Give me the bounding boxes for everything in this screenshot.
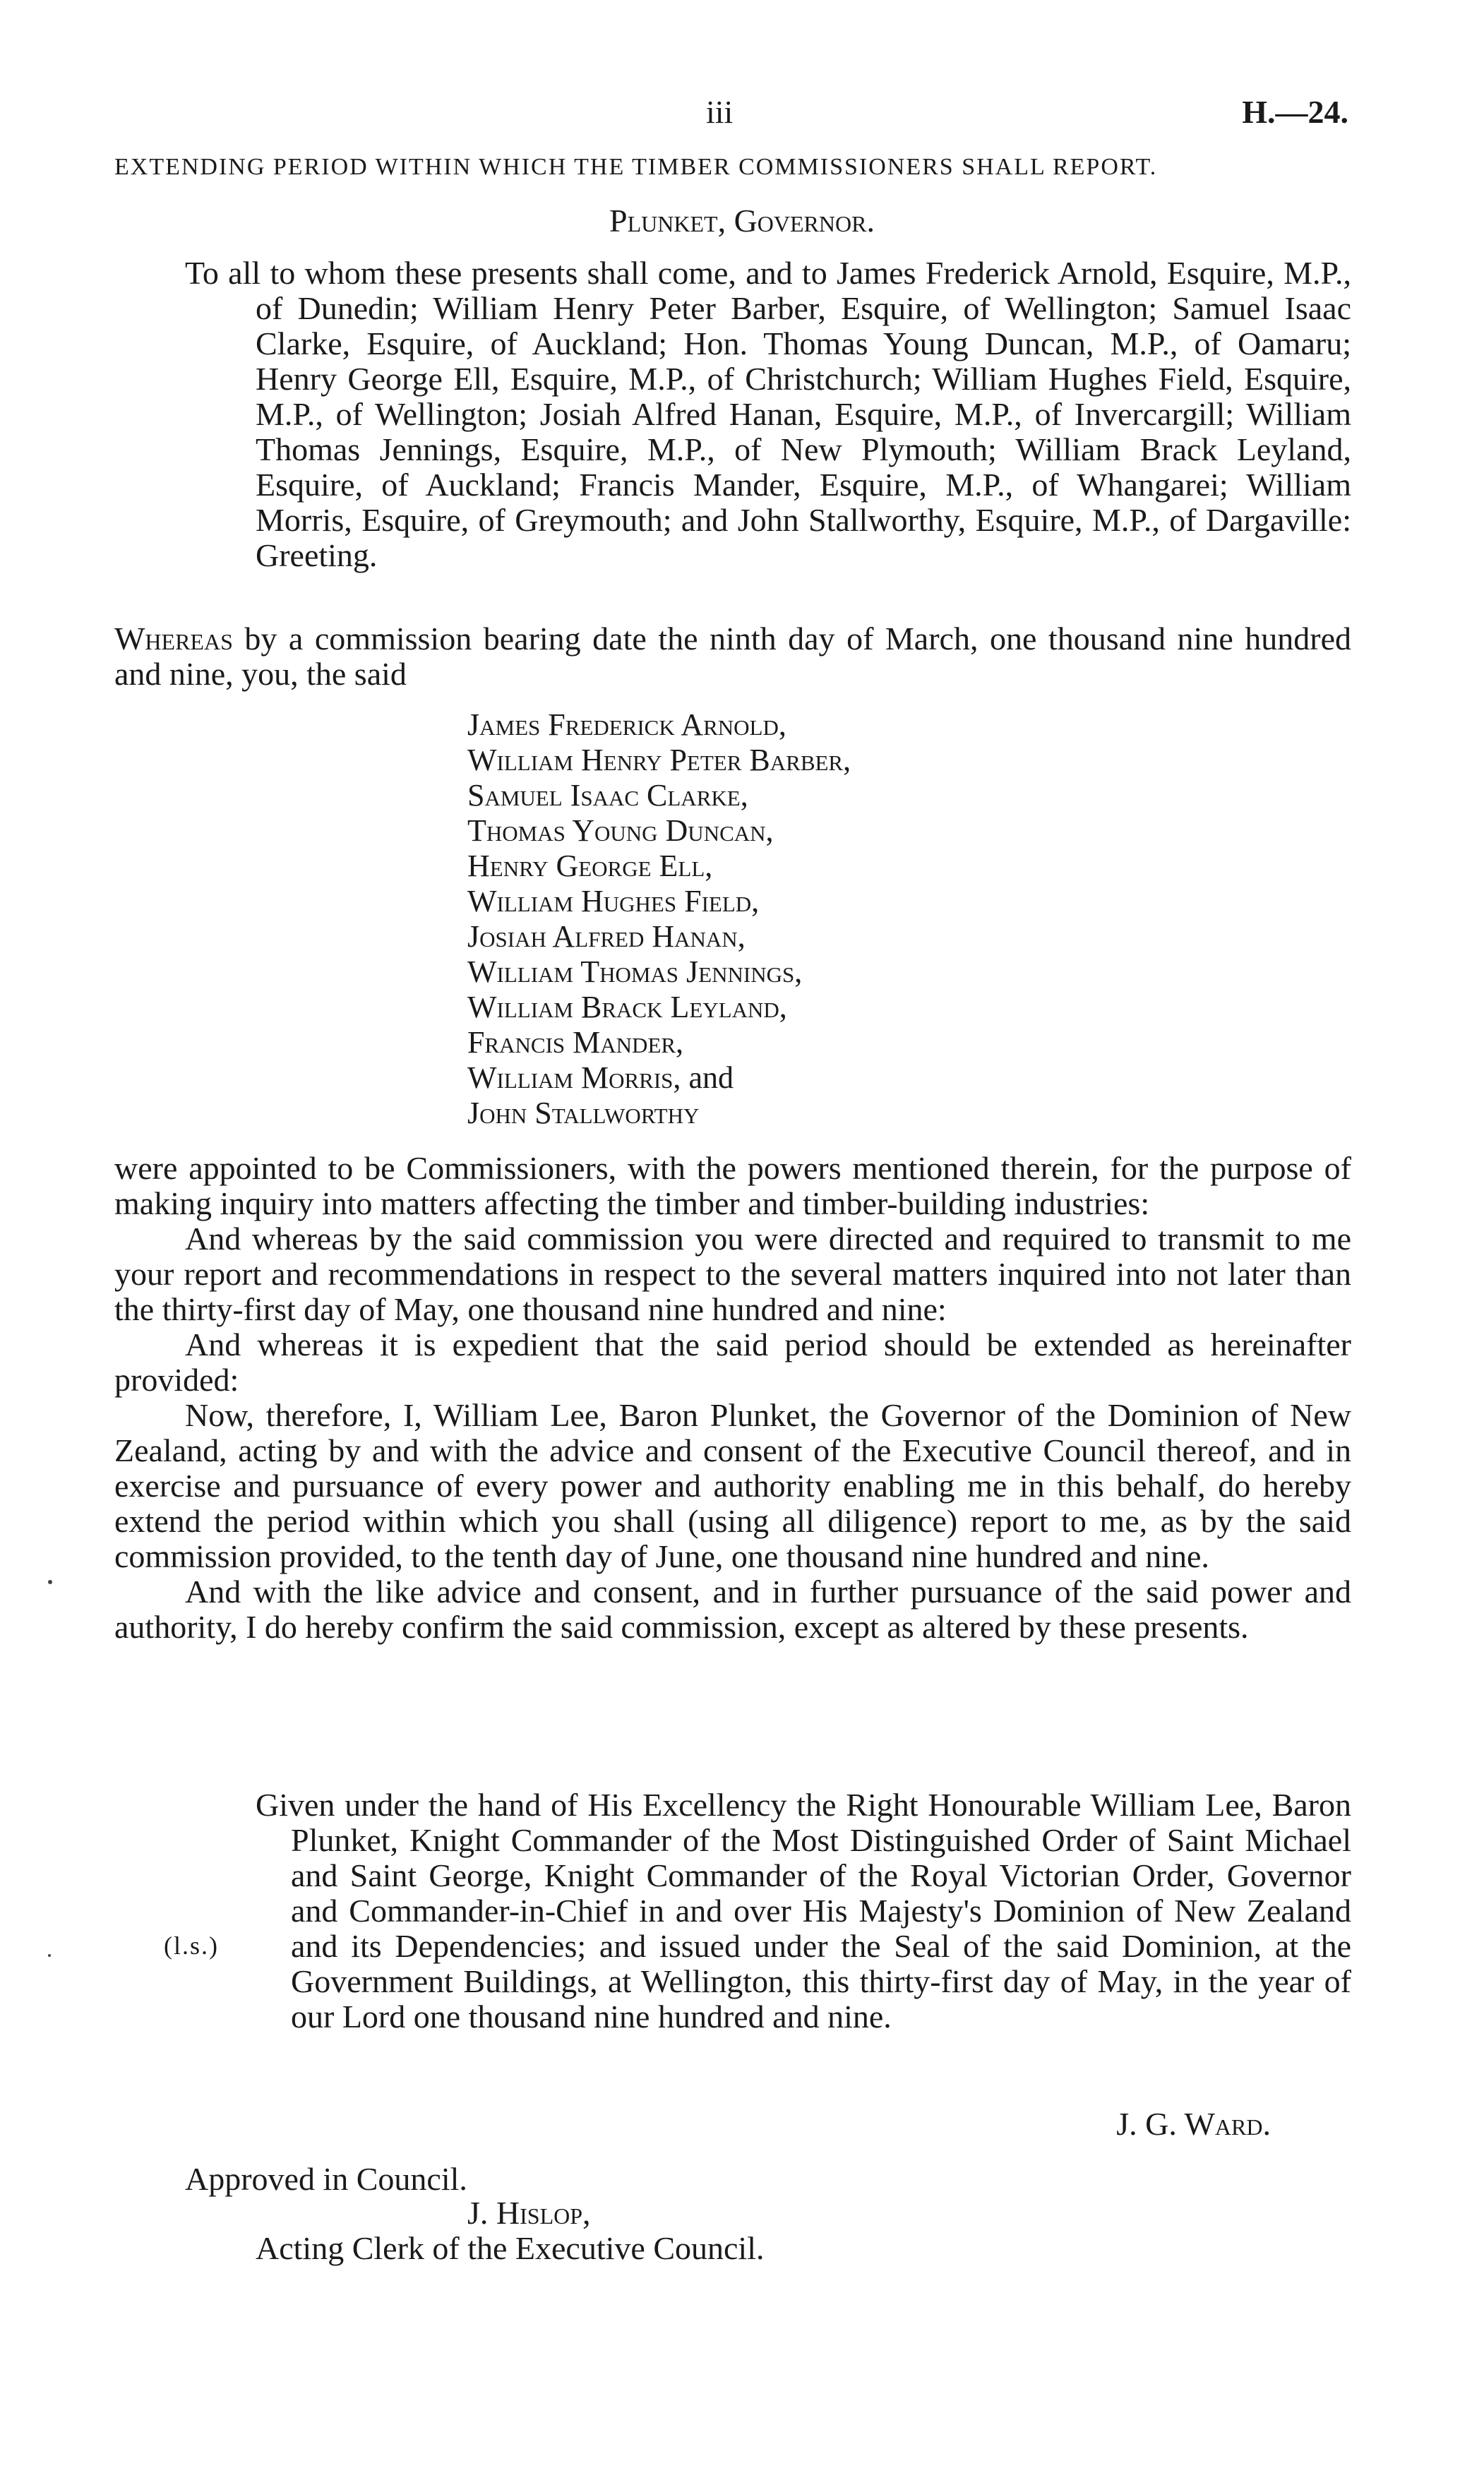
body-paragraph: And whereas it is expedient that the said period should be extended as hereinafter provided: <box>114 1326 1351 1398</box>
commissioner-name: William Thomas Jennings, <box>467 954 803 989</box>
commissioner-name: Samuel Isaac Clarke, <box>467 778 748 813</box>
commissioner-name: William Morris, <box>467 1060 681 1095</box>
body-paragraph: Now, therefore, I, William Lee, Baron Plunket, the Governor of the Dominion of New Zealand, acting by and with the advice and consent of the Executive Council thereof, and in exercise and pursuance of every power and authority enabling me in this behalf, do hereby extend the period within which you shall (using all diligence) report to me, as by the said commission provided, to the tenth day of June, one thousand nine hundred and nine. <box>114 1397 1351 1574</box>
document-reference: H.—24. <box>1242 94 1348 130</box>
address-text: To all to whom these presents shall come, and to James Frederick Arnold, Esquire, M.P., of Dunedin; William Henry Peter Barber, Esquire, of Wellington; Samuel Isaac Clarke, Esquire, of Auckland; Hon. Thomas Young Duncan, M.P., of Oamaru; Henry George Ell, Esquire, M.P., of Christchurch; William Hughes Field, Esquire, M.P., of Wellington; Josiah Alfred Hanan, Esquire, M.P., of Invercargill; William Thomas Jennings, Esquire, M.P., of New Plymouth; William Brack Leyland, Esquire, of Auckland; Francis Mander, Esquire, M.P., of Whangarei; William Morris, Esquire, of Greymouth; and John Stallworthy, Esquire, M.P., of Dargaville: Greeting. <box>185 255 1351 573</box>
whereas-text: by a commission bearing date the ninth day of March, one thousand nine hundred and nine, you, the said <box>114 621 1351 692</box>
governor-line: Plunket, Governor. <box>609 203 875 239</box>
and-word: and <box>688 1060 734 1095</box>
margin-speck <box>48 1580 52 1584</box>
body-paragraph: And whereas by the said commission you were directed and required to transmit to me your report and recommendations in respect to the several matters inquired into not later than the thirty-first day of May, one thousand nine hundred and nine: <box>114 1221 1351 1327</box>
whereas-lead: Whereas <box>114 621 233 657</box>
address-paragraph <box>185 256 1351 573</box>
section-heading: EXTENDING PERIOD WITHIN WHICH THE TIMBER COMMISSIONERS SHALL REPORT. <box>114 154 1158 180</box>
given-text: Given under the hand of His Excellency the Right Honourable William Lee, Baron Plunket, Knight Commander of the Most Distinguished Order of Saint Michael and Saint George, Knight Commander of the Royal Victorian Order, Governor and Commander-in-Chief in and over His Majesty's Dominion of New Zealand and its Dependencies; and issued under the Seal of the said Dominion, at the Government Buildings, at Wellington, this thirty-first day of May, in the year of our Lord one thousand nine hundred and nine. <box>256 1787 1351 2035</box>
commissioner-name: James Frederick Arnold, <box>467 707 786 742</box>
seal-mark: (l.s.) <box>164 1931 219 1960</box>
commissioner-name: William Brack Leyland, <box>467 990 787 1024</box>
body-paragraph: And with the like advice and consent, and in further pursuance of the said power and authority, I do hereby confirm the said commission, except as altered by these presents. <box>114 1574 1351 1645</box>
commissioner-name: William Henry Peter Barber, <box>467 743 851 777</box>
commissioner-name-with-and <box>467 1060 851 1096</box>
page-number: iii <box>706 94 734 130</box>
commissioner-name: William Hughes Field, <box>467 884 760 918</box>
clerk-title: Acting Clerk of the Executive Council. <box>256 2230 765 2266</box>
signature-ward: J. G. Ward. <box>1116 2106 1271 2142</box>
commissioner-name: Thomas Young Duncan, <box>467 813 774 848</box>
commissioner-name: Josiah Alfred Hanan, <box>467 919 746 954</box>
commissioner-name: John Stallworthy <box>467 1096 700 1130</box>
given-under-hand <box>256 1787 1351 2035</box>
commissioner-name: Francis Mander, <box>467 1025 684 1060</box>
commissioner-list <box>467 707 851 1131</box>
approved-in-council: Approved in Council. <box>185 2161 467 2197</box>
margin-speck <box>48 1954 51 1957</box>
whereas-paragraph <box>114 621 1351 692</box>
body-paragraphs <box>114 1151 1351 1645</box>
body-paragraph: were appointed to be Commissioners, with the powers mentioned therein, for the purpose of making inquiry into matters affecting the timber and timber-building industries: <box>114 1150 1351 1221</box>
commissioner-name: Henry George Ell, <box>467 849 713 883</box>
clerk-name: J. Hislop, <box>467 2195 591 2231</box>
